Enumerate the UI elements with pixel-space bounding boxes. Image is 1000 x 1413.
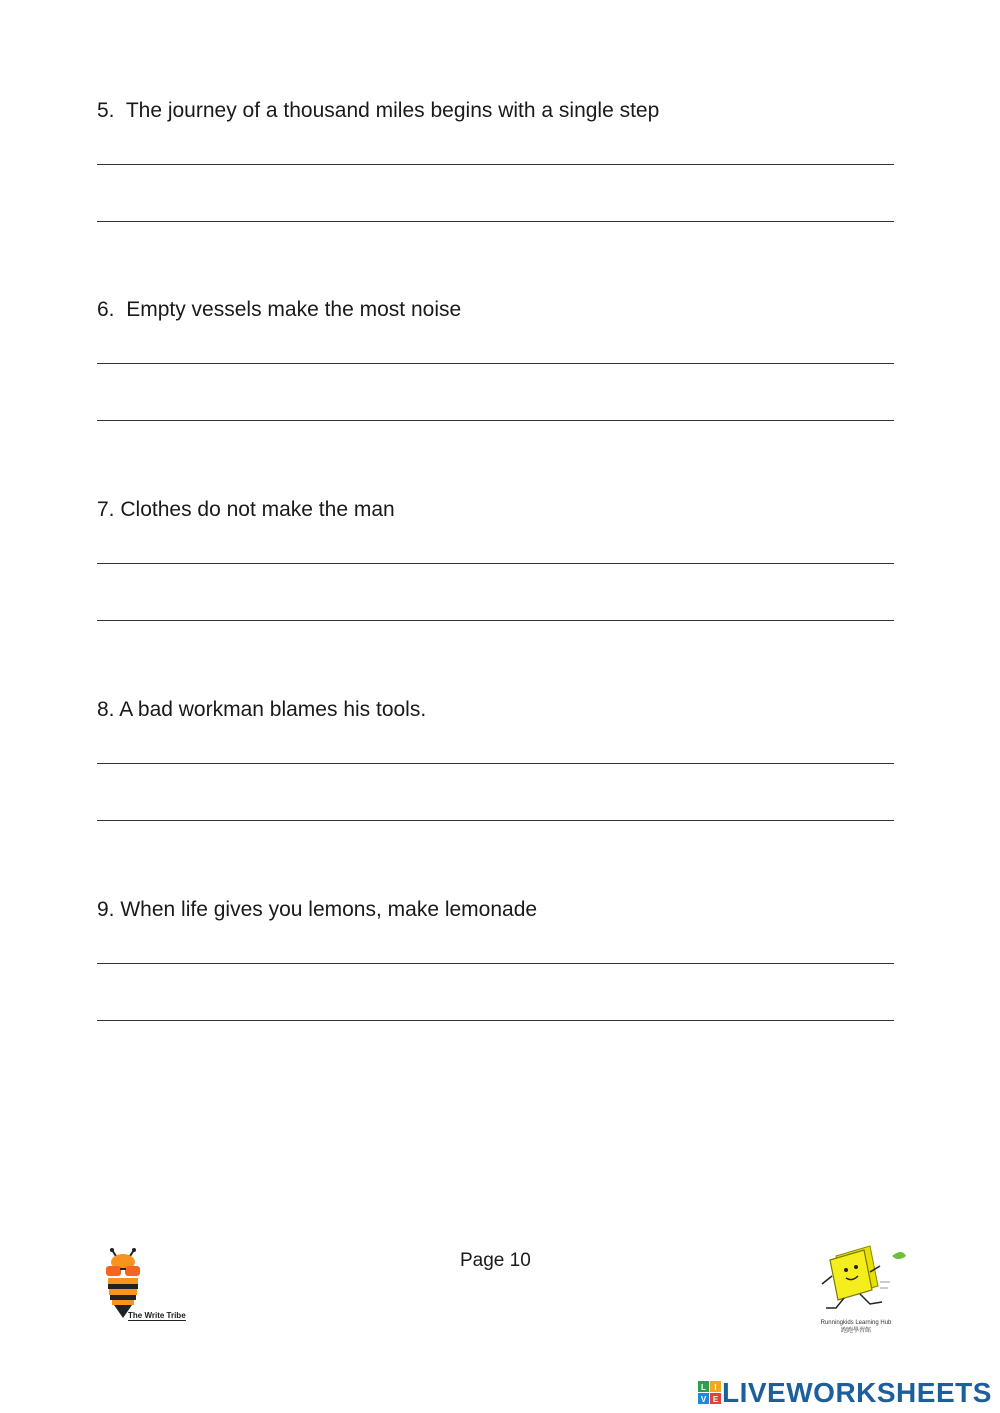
answer-line-8b[interactable] [97,820,894,821]
answer-line-5a[interactable] [97,164,894,165]
question-text: 5. The journey of a thousand miles begins with a single step [97,99,660,122]
question-text: 8. A bad workman blames his tools. [97,698,427,721]
badge-letter-i: I [714,1383,717,1392]
answer-input-9a[interactable] [97,935,894,961]
question-9 [97,898,897,922]
question-7 [97,498,897,522]
answer-line-9a[interactable] [97,963,894,964]
question-text: 7. Clothes do not make the man [97,498,395,521]
answer-line-7b[interactable] [97,620,894,621]
answer-line-7a[interactable] [97,563,894,564]
runningkids-logo-text: Runningkids Learning Hub [820,1320,892,1326]
live-badge-icon [698,1381,722,1405]
answer-line-6b[interactable] [97,420,894,421]
page-number: Page 10 [460,1250,531,1271]
running-book-icon [808,1242,908,1320]
liveworksheets-brand[interactable] [698,1377,994,1409]
write-tribe-logo [98,1248,210,1328]
answer-input-6a[interactable] [97,335,894,361]
answer-input-6b[interactable] [97,392,894,418]
answer-line-5b[interactable] [97,221,894,222]
badge-letter-e: E [712,1395,719,1404]
question-8 [97,698,897,722]
question-text: 6. Empty vessels make the most noise [97,298,462,321]
badge-letter-v: V [700,1395,707,1404]
question-text: 9. When life gives you lemons, make lemonade [97,898,538,921]
answer-input-7b[interactable] [97,592,894,618]
liveworksheets-wordmark: LIVEWORKSHEETS [722,1377,992,1408]
answer-input-5b[interactable] [97,193,894,219]
answer-input-5a[interactable] [97,136,894,162]
answer-input-8a[interactable] [97,735,894,761]
write-tribe-logo-text: The Write Tribe [128,1311,186,1320]
answer-input-8b[interactable] [97,792,894,818]
answer-input-7a[interactable] [97,535,894,561]
answer-input-9b[interactable] [97,992,894,1018]
question-6 [97,298,897,322]
question-5 [97,99,897,123]
badge-letter-l: L [701,1383,706,1392]
runningkids-logo [808,1242,908,1352]
runningkids-logo-text-chinese: 跑跑學習館 [840,1328,871,1334]
answer-line-9b[interactable] [97,1020,894,1021]
answer-line-8a[interactable] [97,763,894,764]
answer-line-6a[interactable] [97,363,894,364]
